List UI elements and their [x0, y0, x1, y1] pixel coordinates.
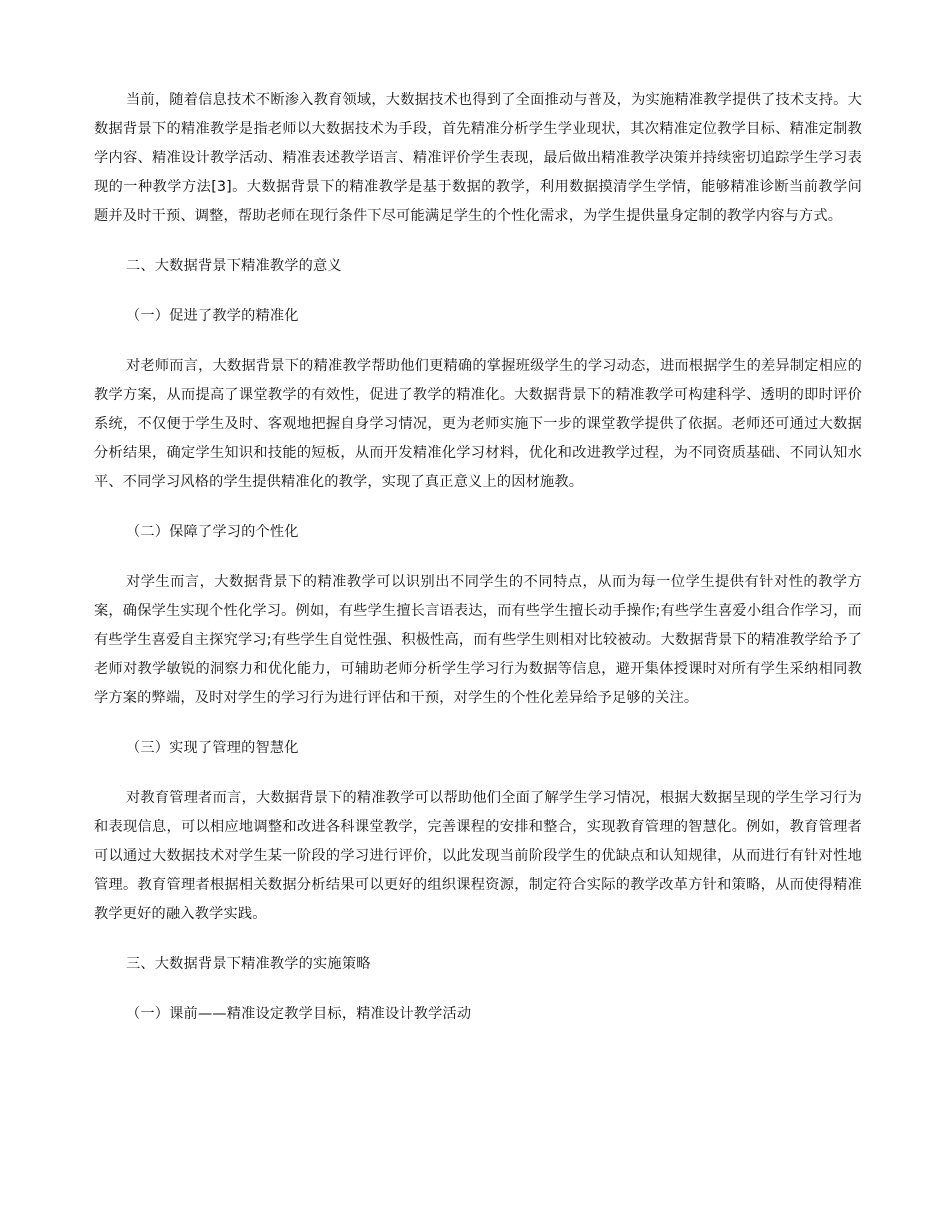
paragraph-students: 对学生而言，大数据背景下的精准教学可以识别出不同学生的不同特点，从而为每一位学生提供有针对性的教学方案，确保学生实现个性化学习。例如，有些学生擅长言语表达，而有些学生擅长动手操作;有些学生喜爱小组合作学习，而有些学生喜爱自主探究学习;有些学生自觉性强、积极性高，而有些学生则相对比较被动。大数据背景下的精准教学给予了老师对教学敏锐的洞察力和优化能力，可辅助老师分析学生学习行为数据等信息，避开集体授课时对所有学生采纳相同教学方案的弊端，及时对学生的学习行为进行评估和干预，对学生的个性化差异给予足够的关注。 — [94, 574, 862, 706]
intro-paragraph: 当前，随着信息技术不断渗入教育领域，大数据技术也得到了全面推动与普及，为实施精准教学提供了技术支持。大数据背景下的精准教学是指老师以大数据技术为手段，首先精准分析学生学业现状，其次精准定位教学目标、精准定制教学内容、精准设计教学活动、精准表述教学语言、精准评价学生表现，最后做出精准教学决策并持续密切追踪学生学习表现的一种教学方法[3]。大数据背景下的精准教学是基于数据的教学，利用数据摸清学生学情，能够精准诊断当前教学问题并及时干预、调整，帮助老师在现行条件下尽可能满足学生的个性化需求，为学生提供量身定制的教学内容与方式。 — [94, 92, 862, 224]
section-heading-significance: 二、大数据背景下精准教学的意义 — [126, 258, 342, 274]
paragraph-teachers: 对老师而言，大数据背景下的精准教学帮助他们更精确的掌握班级学生的学习动态，进而根据学生的差异制定相应的教学方案，从而提高了课堂教学的有效性，促进了教学的精准化。大数据背景下的精准教学可构建科学、透明的即时评价系统，不仅便于学生及时、客观地把握自身学习情况，更为老师实施下一步的课堂教学提供了依据。老师还可通过大数据分析结果，确定学生知识和技能的短板，从而开发精准化学习材料，优化和改进教学过程，为不同资质基础、不同认知水平、不同学习风格的学生提供精准化的教学，实现了真正意义上的因材施教。 — [94, 358, 862, 490]
subheading-management-intelligence: （三）实现了管理的智慧化 — [126, 740, 299, 756]
section-heading-strategies: 三、大数据背景下精准教学的实施策略 — [126, 956, 371, 972]
subheading-learning-personalization: （二）保障了学习的个性化 — [126, 524, 299, 540]
subheading-teaching-precision: （一）促进了教学的精准化 — [126, 308, 299, 324]
subheading-before-class: （一）课前——精准设定教学目标，精准设计教学活动 — [126, 1006, 472, 1022]
paragraph-managers: 对教育管理者而言，大数据背景下的精准教学可以帮助他们全面了解学生学习情况，根据大数据呈现的学生学习行为和表现信息，可以相应地调整和改进各科课堂教学，完善课程的安排和整合，实现教育管理的智慧化。例如，教育管理者可以通过大数据技术对学生某一阶段的学习进行评价，以此发现当前阶段学生的优缺点和认知规律，从而进行有针对性地管理。教育管理者根据相关数据分析结果可以更好的组织课程资源，制定符合实际的教学改革方针和策略，从而使得精准教学更好的融入教学实践。 — [94, 790, 862, 922]
document-page — [94, 86, 862, 1050]
